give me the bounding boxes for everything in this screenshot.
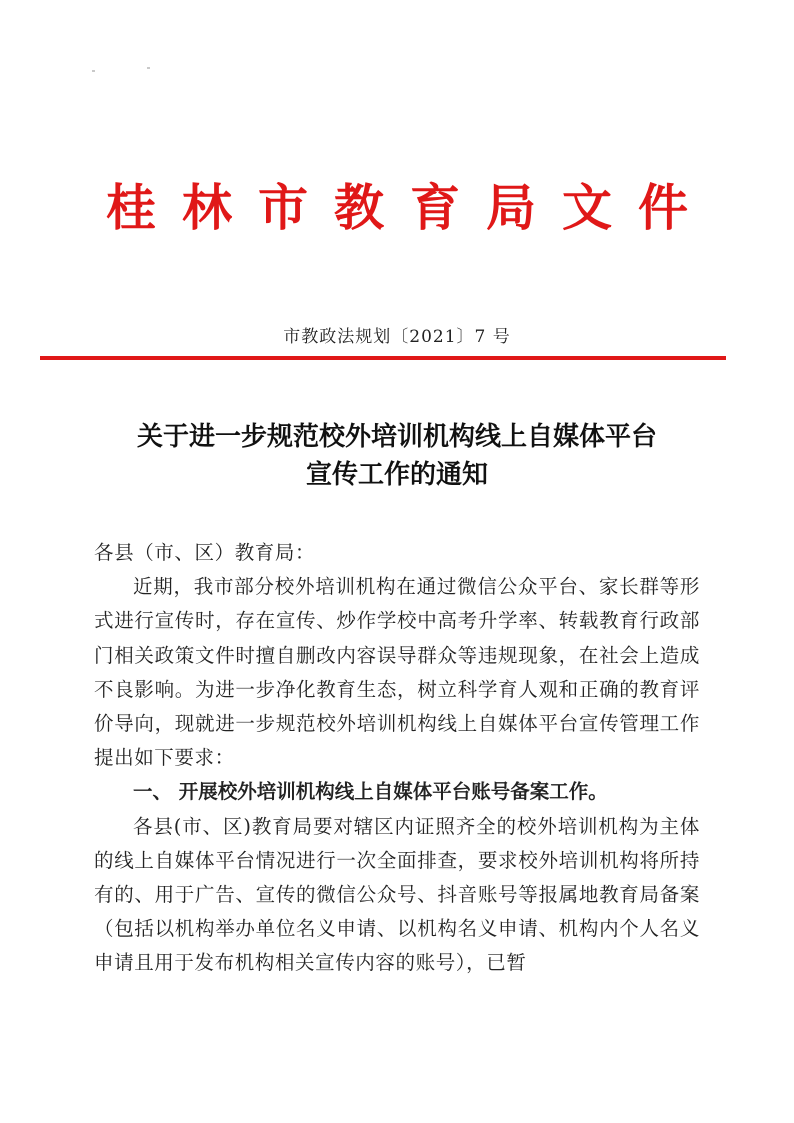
section-heading-1: 一、 开展校外培训机构线上自媒体平台账号备案工作。 <box>133 780 608 804</box>
scan-speck <box>92 70 95 72</box>
scan-speck <box>147 67 150 69</box>
red-separator-line <box>40 356 726 360</box>
body-paragraph-intro: 近期，我市部分校外培训机构在通过微信公众平台、家长群等形式进行宣传时，存在宣传、炒作学校中高考升学率、转载教育行政部门相关政策文件时擅自删改内容误导群众等违规现象，在社会上造成不良影响。为进一步净化教育生态，树立科学育人观和正确的教育评价导向，现就进一步规范校外培训机构线上自媒体平台宣传管理工作提出如下要求： <box>94 575 700 770</box>
notice-title-line-1: 关于进一步规范校外培训机构线上自媒体平台 <box>136 422 657 452</box>
document-number: 市教政法规划〔2021〕7 号 <box>283 327 511 347</box>
salutation: 各县（市、区）教育局： <box>94 541 316 564</box>
issuing-authority-title: 桂林市教育局文件 <box>106 179 714 237</box>
notice-title-line-2: 宣传工作的通知 <box>305 460 488 490</box>
body-paragraph-section-1: 各县(市、区)教育局要对辖区内证照齐全的校外培训机构为主体的线上自媒体平台情况进行一次全面排查，要求校外培训机构将所持有的、用于广告、宣传的微信公众号、抖音账号等报属地教育局备案（包括以机构举办单位名义申请、以机构名义申请、机构内个人名义申请且用于发布机构相关宣传内容的账号），已暂 <box>94 814 700 975</box>
notice-body <box>94 536 700 981</box>
notice-title <box>60 418 734 494</box>
